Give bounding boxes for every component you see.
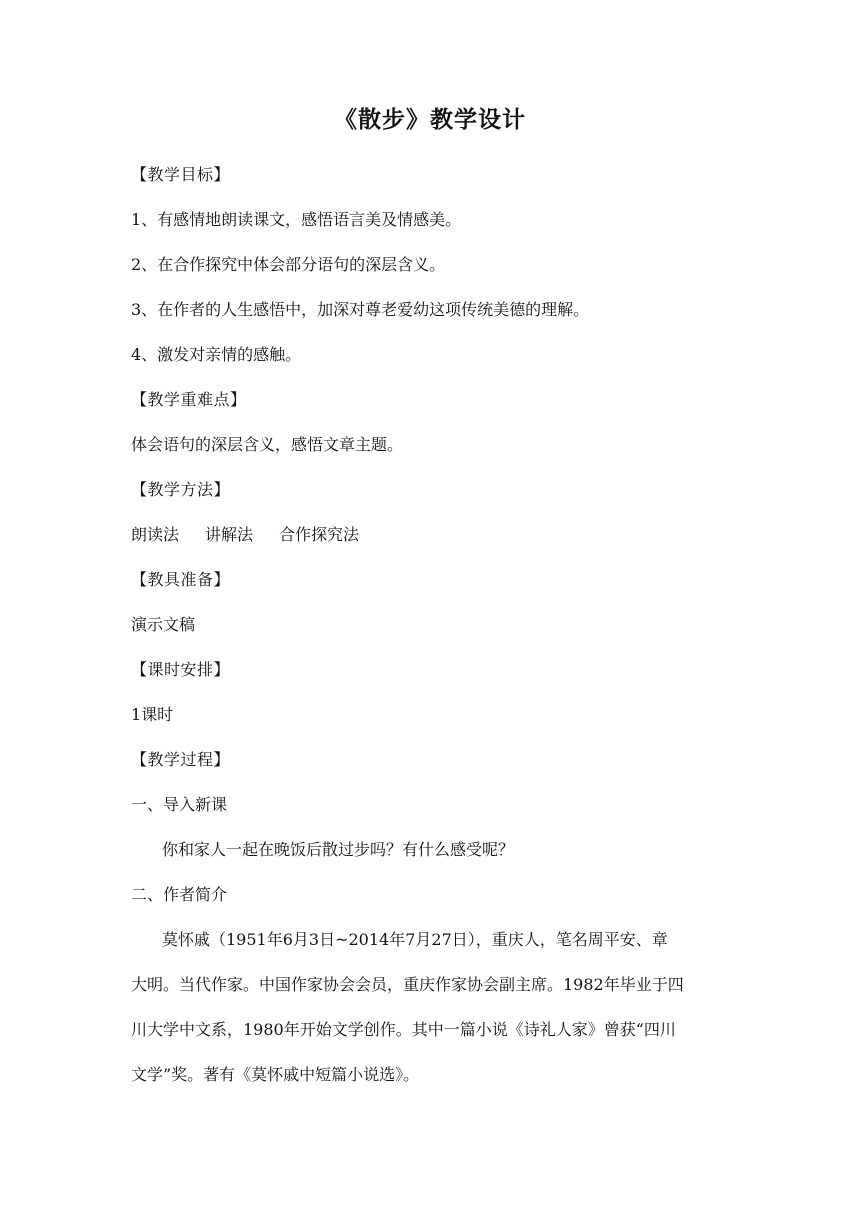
step1-heading: 一、导入新课 [131,795,228,814]
step2-heading: 二、作者简介 [131,885,228,904]
tools-text: 演示文稿 [131,615,196,634]
process-heading: 【教学过程】 [131,750,231,769]
goal-item-2: 2、在合作探究中体会部分语句的深层含义。 [131,255,446,274]
goals-heading: 【教学目标】 [131,165,231,184]
step1-text: 你和家人一起在晚饭后散过步吗？有什么感受呢？ [162,840,515,859]
method-item: 朗读法 [131,525,180,544]
author-line-3: 川大学中文系，1980年开始文学创作。其中一篇小说《诗礼人家》曾获“四川 [131,1020,676,1039]
author-line-4: 文学”奖。著有《莫怀戚中短篇小说选》。 [131,1065,420,1084]
methods-heading: 【教学方法】 [131,480,231,499]
tools-heading: 【教具准备】 [131,570,231,589]
schedule-heading: 【课时安排】 [131,660,231,679]
method-item: 合作探究法 [279,525,360,544]
goal-item-3: 3、在作者的人生感悟中，加深对尊老爱幼这项传统美德的理解。 [131,300,590,319]
methods-list [131,524,359,546]
key-points-text: 体会语句的深层含义，感悟文章主题。 [131,435,404,454]
author-line-2: 大明。当代作家。中国作家协会会员，重庆作家协会副主席。1982年毕业于四 [131,975,684,994]
author-line-1: 莫怀戚（1951年6月3日~2014年7月27日），重庆人，笔名周平安、章 [162,930,668,949]
goal-item-4: 4、激发对亲情的感触。 [131,345,302,364]
schedule-text: 1课时 [131,705,174,724]
document-title: 《散步》教学设计 [334,107,526,133]
goal-item-1: 1、有感情地朗读课文，感悟语言美及情感美。 [131,210,462,229]
key-points-heading: 【教学重难点】 [131,390,247,409]
method-item: 讲解法 [205,525,254,544]
